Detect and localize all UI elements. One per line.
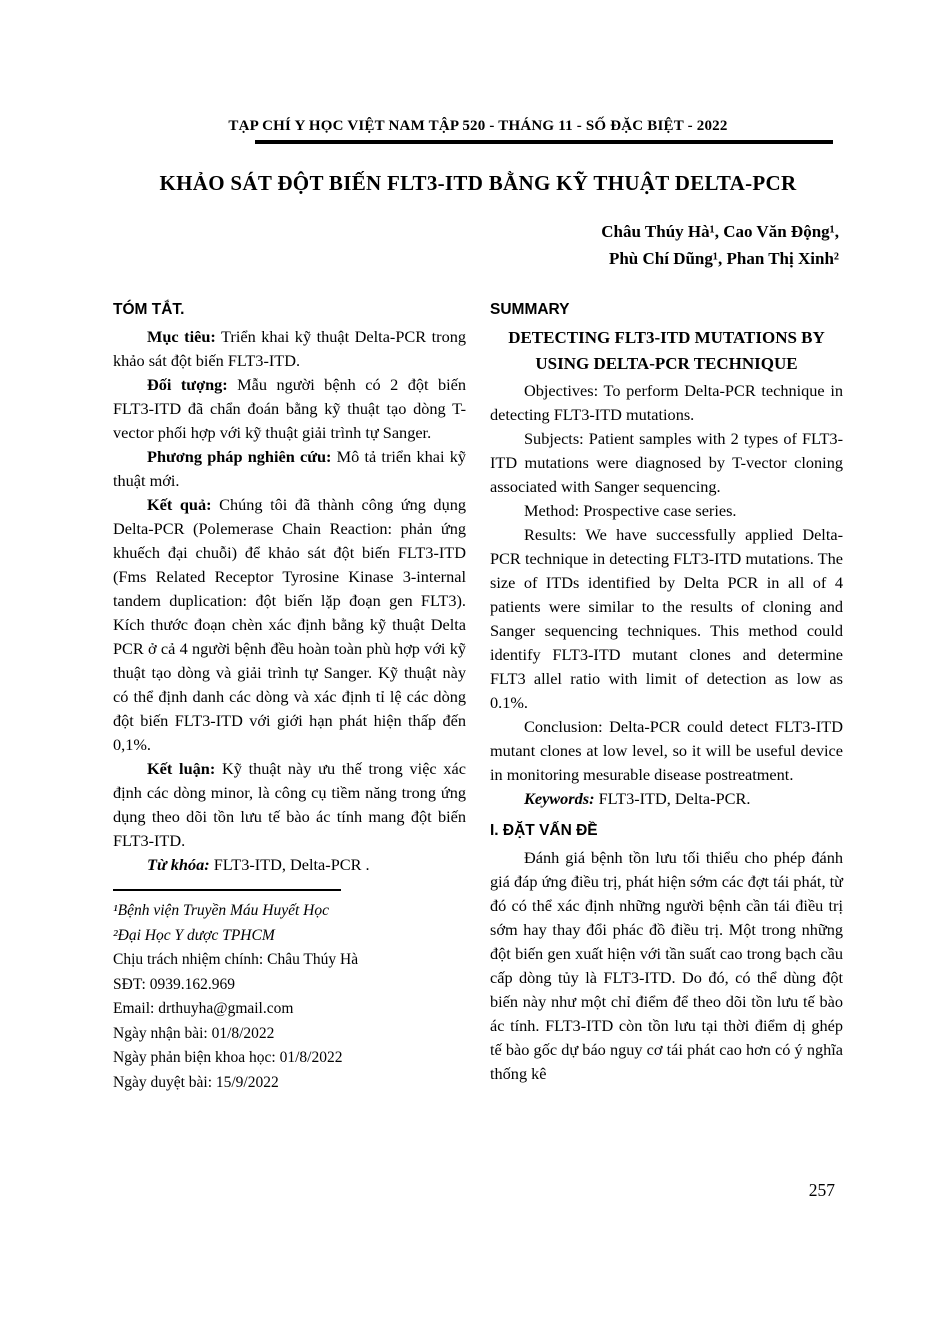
keywords-label: Keywords: <box>524 789 595 808</box>
article-title: KHẢO SÁT ĐỘT BIẾN FLT3-ITD BẰNG KỸ THUẬT DELTA-PCR <box>159 171 797 195</box>
footnote-affiliation-1: ¹Bệnh viện Truyền Máu Huyết Học <box>113 902 329 919</box>
footnote-affiliation-2: ²Đại Học Y dược TPHCM <box>113 926 275 944</box>
summary-english-title: DETECTING FLT3-ITD MUTATIONS BY USING DELTA-PCR TECHNIQUE <box>508 328 825 373</box>
abstract-keywords-paragraph <box>113 853 466 877</box>
paragraph-label: Results: <box>524 525 577 544</box>
paragraph-label: Kết luận: <box>147 759 216 778</box>
abstract-conclusion-paragraph <box>113 757 466 853</box>
footnote-email: Email: drthuyha@gmail.com <box>113 1000 294 1017</box>
summary-heading: SUMMARY <box>490 301 570 318</box>
paragraph-text: Patient samples with 2 types of FLT3-ITD mutations were diagnosed by T-vector cloning associated with Sanger sequencing. <box>490 429 843 496</box>
right-column <box>490 296 843 1095</box>
left-column <box>113 296 466 1095</box>
paragraph-label: Kết quả: <box>147 495 212 514</box>
abstract-method-paragraph <box>113 445 466 493</box>
summary-objectives-paragraph <box>490 379 843 427</box>
summary-conclusion-paragraph <box>490 715 843 787</box>
footnote-accepted-date: Ngày duyệt bài: 15/9/2022 <box>113 1073 279 1091</box>
paragraph-label: Mục tiêu: <box>147 327 216 346</box>
page-number: 257 <box>808 1180 835 1200</box>
summary-subjects-paragraph <box>490 427 843 499</box>
two-column-body <box>113 296 843 1095</box>
abstract-heading: TÓM TẮT. <box>113 301 185 318</box>
abstract-results-paragraph <box>113 493 466 757</box>
paragraph-text: We have successfully applied Delta-PCR technique in detecting FLT3-ITD mutations. The size of ITDs identified by Delta PCR in all of 4 patients were similar to the results of cloning and Sanger sequencing techniques. This method could identify FLT3-ITD mutant clones and determine FLT3 allel ratio with limit of detection as low as 0.1%. <box>490 525 843 712</box>
summary-keywords-paragraph <box>490 787 843 811</box>
paragraph-label: Đối tượng: <box>147 375 228 394</box>
keywords-text: FLT3-ITD, Delta-PCR. <box>594 789 751 808</box>
introduction-paragraph: Đánh giá bệnh tồn lưu tối thiểu cho phép đánh giá đáp ứng điều trị, phát hiện sớm các đợt tái phát, từ đó có thể xác định những người bệnh cần tái điều trị sớm hay thay đổi phác đồ điều trị. Một trong những đột biến gen xuất hiện với tần suất cao trong bạch cầu cấp dòng tủy là FLT3-ITD. Do đó, có thể dùng đột biến này như một chỉ điểm để theo dõi tồn lưu tế bào ác tính. FLT3-ITD còn tồn lưu tại thời điểm dị ghép tế bào gốc dự báo nguy cơ tái phát cao hơn có ý nghĩa thống kê <box>490 848 843 1083</box>
summary-method-paragraph <box>490 499 843 523</box>
paragraph-text: Delta-PCR could detect FLT3-ITD mutant clones at low level, so it will be useful device in monitoring mesurable disease postreatment. <box>490 717 843 784</box>
footnote-review-date: Ngày phản biện khoa học: 01/8/2022 <box>113 1049 343 1066</box>
paragraph-text: To perform Delta-PCR technique in detecting FLT3-ITD mutations. <box>490 381 843 424</box>
paragraph-text: Chúng tôi đã thành công ứng dụng Delta-PCR (Polemerase Chain Reaction: phản ứng khuếch đại chuỗi) để khảo sát đột biến FLT3-ITD (Fms Related Receptor Tyrosine Kinase 3-internal tandem duplication: đột biến lặp đoạn gen FLT3). Kích thước đoạn chèn xác định bằng kỹ thuật Delta PCR ở cả 4 người bệnh đều hoàn toàn phù hợp với kỹ thuật tạo dòng và giải trình tự Sanger. Kỹ thuật này có thể định danh các dòng và xác định tỉ lệ các dòng đột biến FLT3-ITD với giới hạn phát hiện thấp đến 0,1%. <box>113 495 466 754</box>
journal-header: TẠP CHÍ Y HỌC VIỆT NAM TẬP 520 - THÁNG 11 - SỐ ĐẶC BIỆT - 2022 <box>228 118 728 134</box>
keywords-label: Từ khóa: <box>147 855 210 874</box>
keywords-text: FLT3-ITD, Delta-PCR . <box>209 855 370 874</box>
abstract-subjects-paragraph <box>113 373 466 445</box>
footnote-rule <box>113 889 341 891</box>
paragraph-text: Kỹ thuật này ưu thế trong việc xác định các dòng minor, là công cụ tiềm năng trong ứng dụng theo dõi tồn lưu tế bào ác tính mang đột biến FLT3-ITD. <box>113 759 466 850</box>
footnote-corresponding-author: Chịu trách nhiệm chính: Châu Thúy Hà <box>113 951 359 968</box>
paragraph-text: Prospective case series. <box>579 501 737 520</box>
footnotes-block <box>113 877 466 1095</box>
footnote-phone: SĐT: 0939.162.969 <box>113 975 235 993</box>
paragraph-label: Conclusion: <box>524 717 603 736</box>
authors-line-1: Châu Thúy Hà¹, Cao Văn Động¹, <box>601 222 839 241</box>
paragraph-label: Subjects: <box>524 429 584 448</box>
paragraph-label: Method: <box>524 501 580 520</box>
paragraph-label: Objectives: <box>524 381 599 400</box>
paragraph-text: Mẫu người bệnh có 2 đột biến FLT3-ITD đã chẩn đoán bằng kỹ thuật tạo dòng T-vector phối hợp với kỹ thuật giải trình tự Sanger. <box>113 375 466 442</box>
paragraph-text: Mô tả triển khai kỹ thuật mới. <box>113 447 466 490</box>
header-rule <box>255 140 833 144</box>
paragraph-text: Triển khai kỹ thuật Delta-PCR trong khảo sát đột biến FLT3-ITD. <box>113 327 467 370</box>
authors-line-2: Phù Chí Dũng¹, Phan Thị Xinh² <box>608 249 839 268</box>
footnote-received-date: Ngày nhận bài: 01/8/2022 <box>113 1024 275 1042</box>
summary-results-paragraph <box>490 523 843 715</box>
introduction-heading: I. ĐẶT VẤN ĐỀ <box>490 822 598 839</box>
paragraph-label: Phương pháp nghiên cứu: <box>147 447 332 466</box>
abstract-objectives-paragraph <box>113 325 466 373</box>
authors-block <box>113 218 843 272</box>
